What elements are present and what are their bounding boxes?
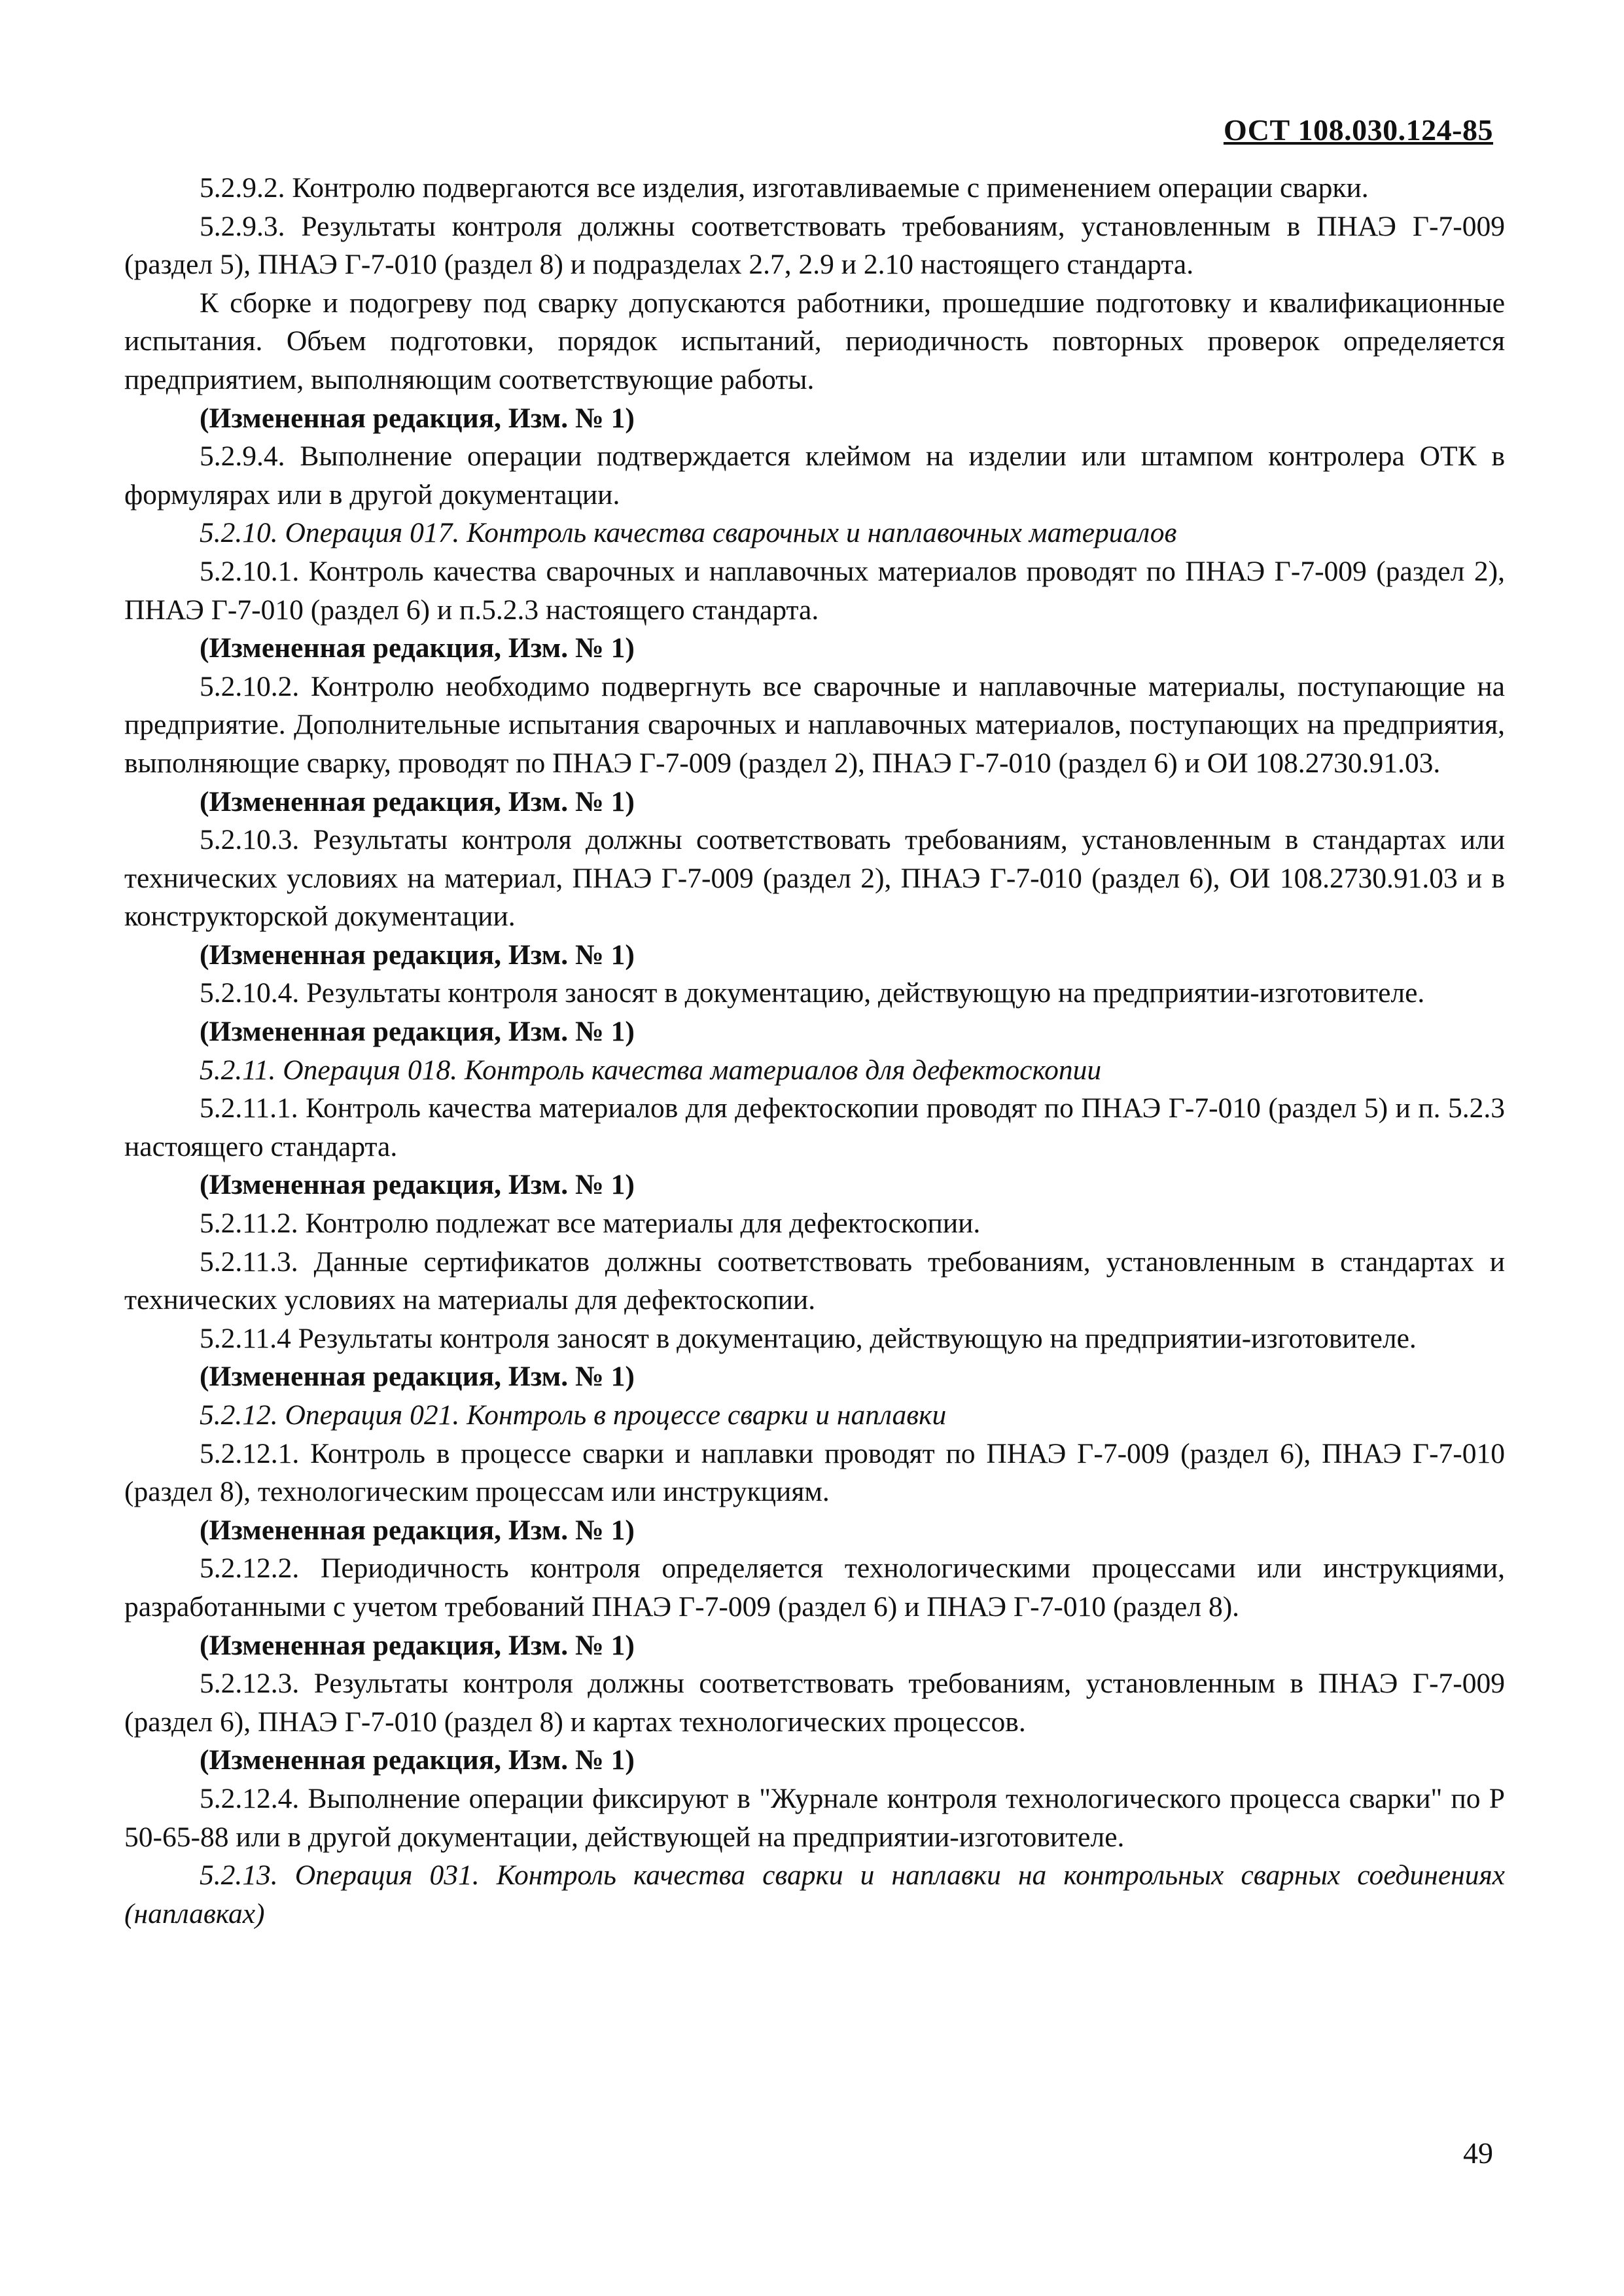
section-heading: 5.2.11. Операция 018. Контроль качества материалов для дефектоскопии	[200, 1054, 1102, 1086]
revision-note: (Измененная редакция, Изм. № 1)	[200, 1514, 635, 1546]
revision-note: (Измененная редакция, Изм. № 1)	[200, 785, 635, 817]
paragraph: 5.2.12.3. Результаты контроля должны соответствовать требованиям, установленным в ПНАЭ Г-7-009 (раздел 6), ПНАЭ Г-7-010 (раздел 8) и картах технологических процессов.	[124, 1668, 1505, 1738]
section-heading: 5.2.12. Операция 021. Контроль в процессе сварки и наплавки	[200, 1399, 947, 1431]
paragraph: 5.2.9.3. Результаты контроля должны соответствовать требованиям, установленным в ПНАЭ Г-7-009 (раздел 5), ПНАЭ Г-7-010 (раздел 8) и подразделах 2.7, 2.9 и 2.10 настоящего стандарта.	[124, 210, 1505, 281]
paragraph: 5.2.10.3. Результаты контроля должны соответствовать требованиям, установленным в стандартах или технических условиях на материал, ПНАЭ Г-7-009 (раздел 2), ПНАЭ Г-7-010 (раздел 6), ОИ 108.2730.91.03 и в конструкторской документации.	[124, 824, 1505, 933]
section-heading: 5.2.10. Операция 017. Контроль качества сварочных и наплавочных материалов	[200, 517, 1177, 549]
revision-note: (Измененная редакция, Изм. № 1)	[200, 632, 635, 664]
revision-note: (Измененная редакция, Изм. № 1)	[200, 1629, 635, 1661]
paragraph: 5.2.11.1. Контроль качества материалов для дефектоскопии проводят по ПНАЭ Г-7-010 (раздел 5) и п. 5.2.3 настоящего стандарта.	[124, 1092, 1505, 1162]
page-number: 49	[1463, 2136, 1493, 2170]
revision-note: (Измененная редакция, Изм. № 1)	[200, 939, 635, 971]
revision-note: (Измененная редакция, Изм. № 1)	[200, 1016, 635, 1048]
revision-note: (Измененная редакция, Изм. № 1)	[200, 402, 635, 434]
paragraph: 5.2.11.4 Результаты контроля заносят в документацию, действующую на предприятии-изготовителе.	[200, 1322, 1417, 1354]
section-heading: 5.2.13. Операция 031. Контроль качества сварки и наплавки на контрольных сварных соединениях (наплавках)	[124, 1859, 1505, 1929]
paragraph: 5.2.10.2. Контролю необходимо подвергнуть все сварочные и наплавочные материалы, поступающие на предприятие. Дополнительные испытания сварочных и наплавочных материалов, поступающих на предприятия, выполняющие сварку, проводят по ПНАЭ Г-7-009 (раздел 2), ПНАЭ Г-7-010 (раздел 6) и ОИ 108.2730.91.03.	[124, 670, 1505, 779]
revision-note: (Измененная редакция, Изм. № 1)	[200, 1361, 635, 1393]
paragraph: 5.2.12.4. Выполнение операции фиксируют в "Журнале контроля технологического процесса сварки" по Р 50-65-88 или в другой документации, действующей на предприятии-изготовителе.	[124, 1782, 1505, 1853]
paragraph: 5.2.10.4. Результаты контроля заносят в документацию, действующую на предприятии-изготовителе.	[200, 977, 1425, 1009]
revision-note: (Измененная редакция, Изм. № 1)	[200, 1169, 635, 1201]
paragraph: 5.2.9.4. Выполнение операции подтверждается клеймом на изделии или штампом контролера ОТК в формулярах или в другой документации.	[124, 440, 1505, 511]
paragraph: 5.2.10.1. Контроль качества сварочных и наплавочных материалов проводят по ПНАЭ Г-7-009 (раздел 2), ПНАЭ Г-7-010 (раздел 6) и п.5.2.3 настоящего стандарта.	[124, 555, 1505, 626]
paragraph: 5.2.12.1. Контроль в процессе сварки и наплавки проводят по ПНАЭ Г-7-009 (раздел 6), ПНАЭ Г-7-010 (раздел 8), технологическим процессам или инструкциям.	[124, 1437, 1505, 1508]
paragraph: 5.2.9.2. Контролю подвергаются все изделия, изготавливаемые с применением операции сварки.	[200, 172, 1369, 204]
paragraph: К сборке и подогреву под сварку допускаются работники, прошедшие подготовку и квалификационные испытания. Объем подготовки, порядок испытаний, периодичность повторных проверок определяется предприятием, выполняющим соответствующие работы.	[124, 287, 1505, 395]
body-text	[124, 169, 1505, 1933]
paragraph: 5.2.11.3. Данные сертификатов должны соответствовать требованиям, установленным в стандартах и технических условиях на материалы для дефектоскопии.	[124, 1246, 1505, 1316]
document-code: ОСТ 108.030.124-85	[1223, 113, 1493, 147]
paragraph: 5.2.11.2. Контролю подлежат все материалы для дефектоскопии.	[200, 1208, 981, 1240]
paragraph: 5.2.12.2. Периодичность контроля определяется технологическими процессами или инструкциями, разработанными с учетом требований ПНАЭ Г-7-009 (раздел 6) и ПНАЭ Г-7-010 (раздел 8).	[124, 1552, 1505, 1623]
revision-note: (Измененная редакция, Изм. № 1)	[200, 1744, 635, 1776]
